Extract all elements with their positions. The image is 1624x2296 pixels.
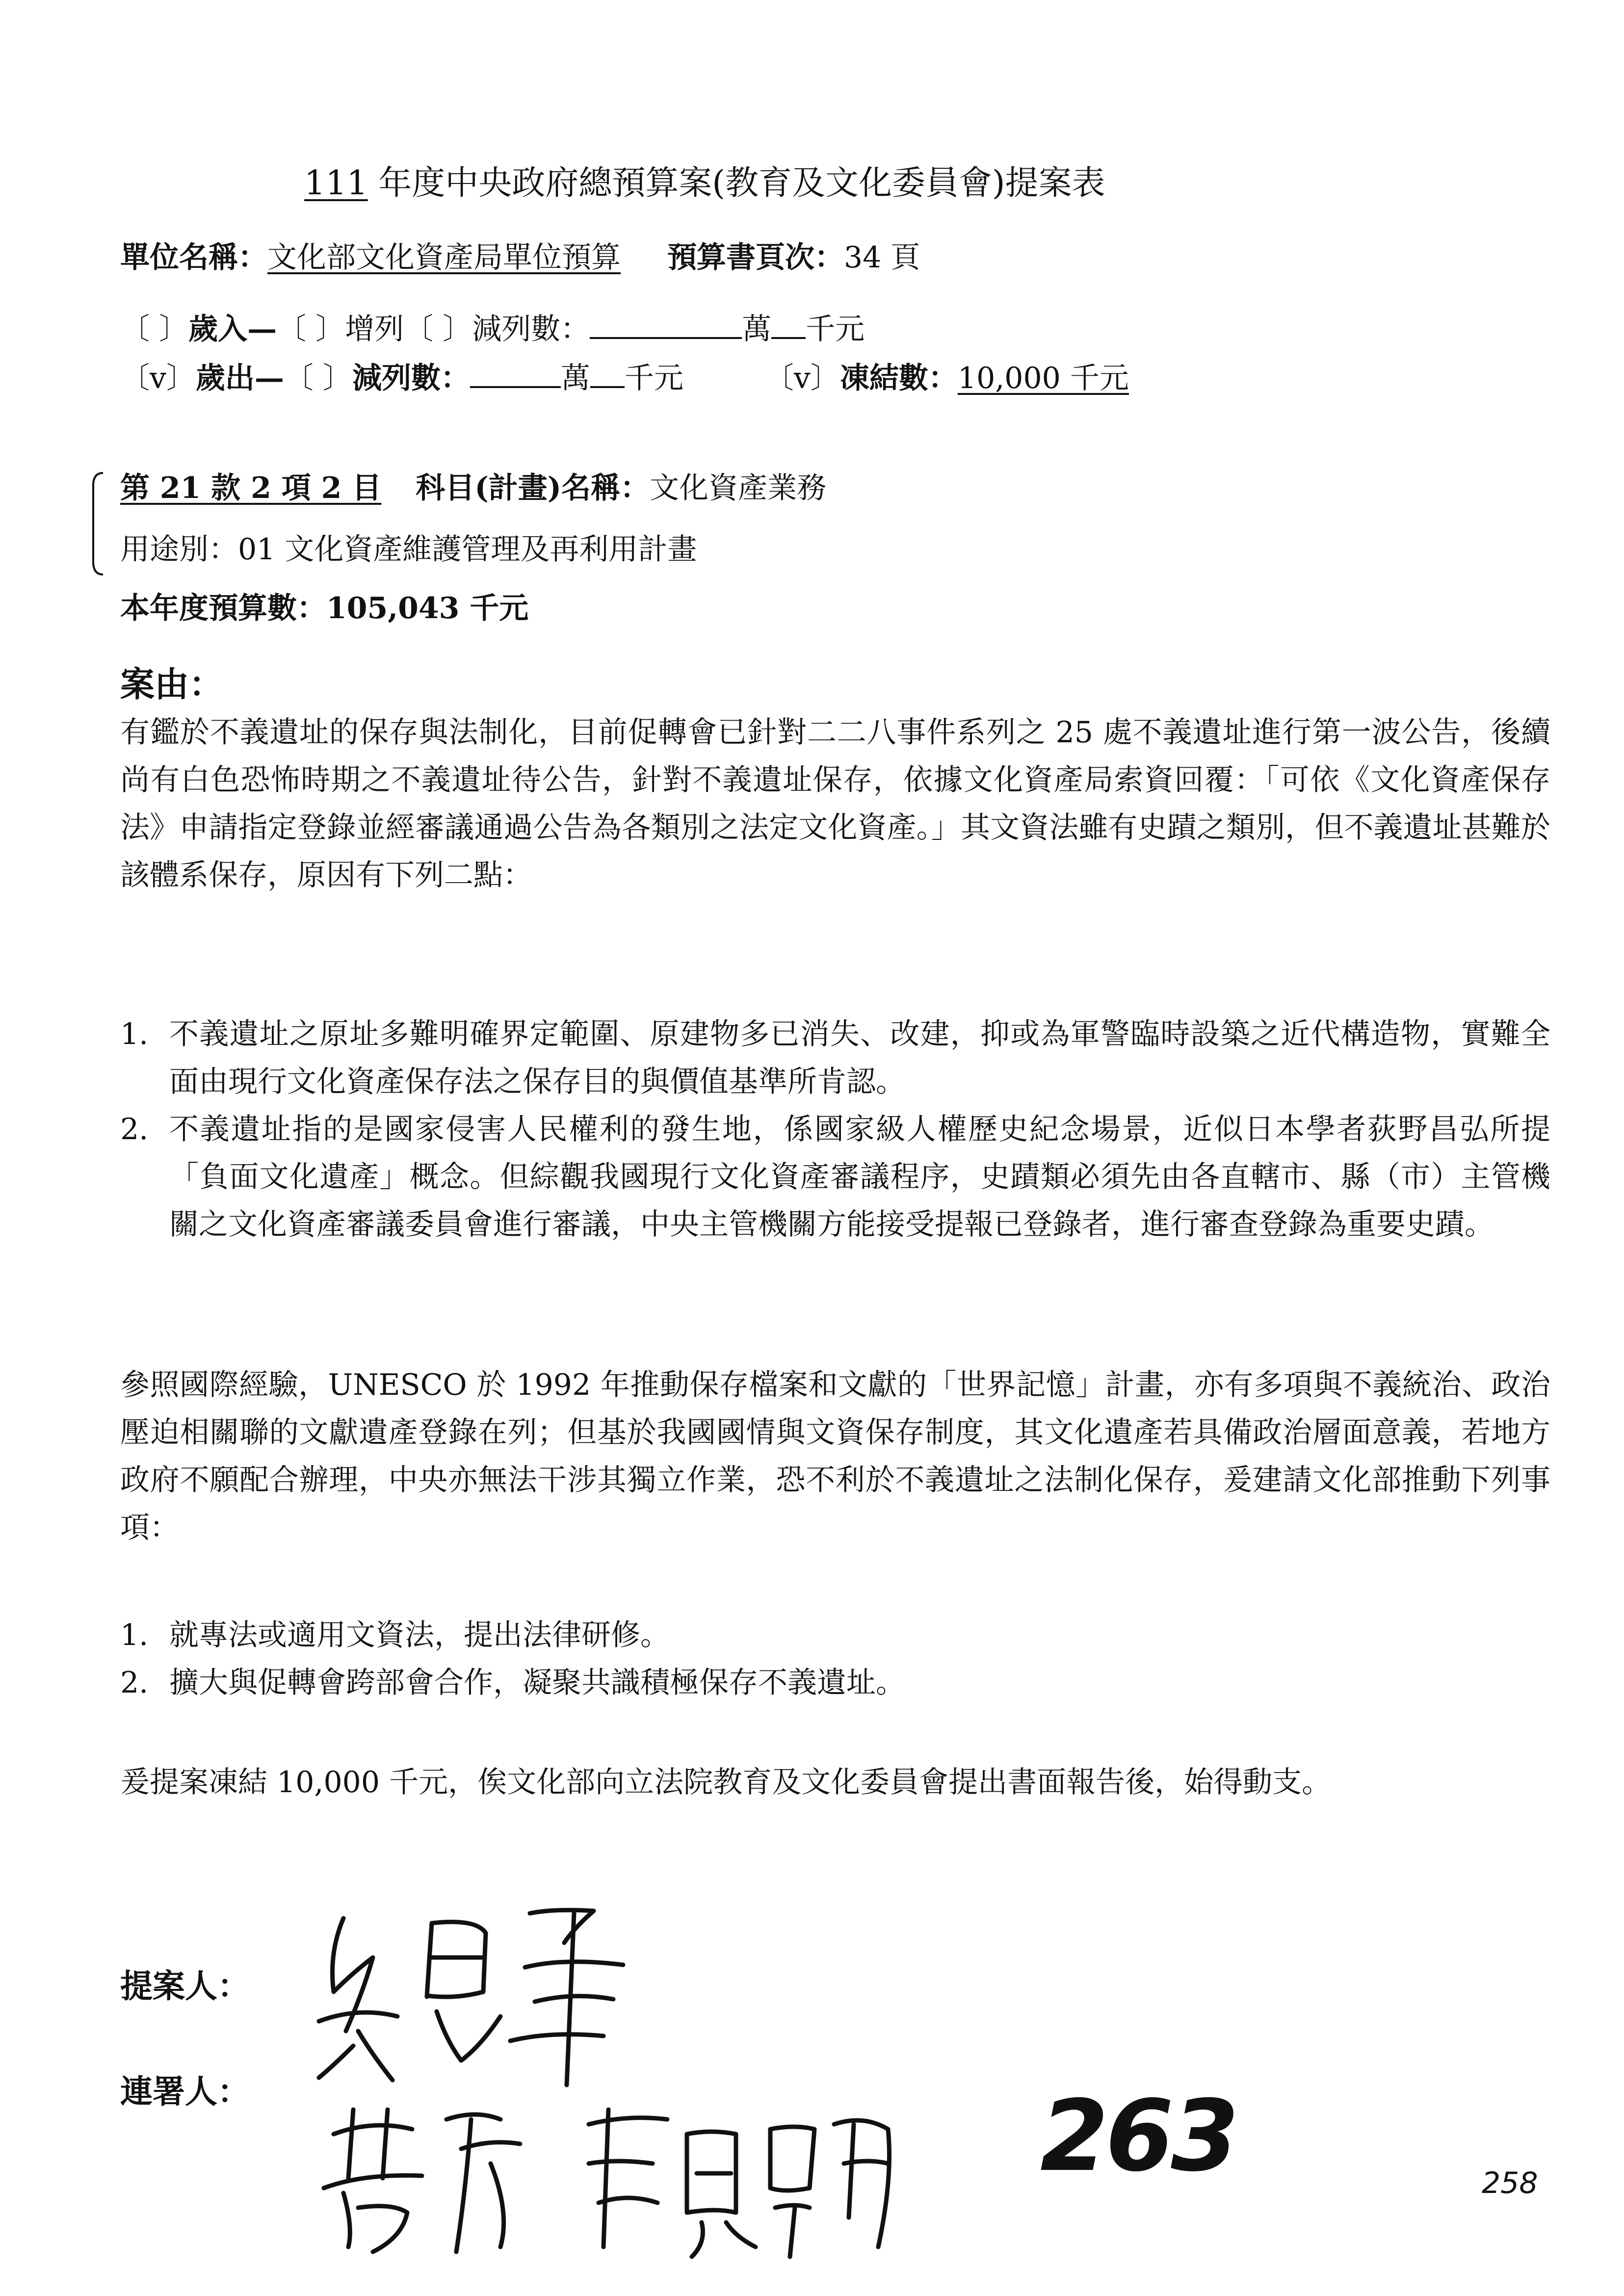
expense-wan-blank bbox=[470, 361, 561, 388]
list-item-text: 擴大與促轉會跨部會合作，凝聚共識積極保存不義遺址。 bbox=[169, 1666, 905, 1700]
page-title bbox=[304, 164, 1105, 203]
stamp-number: 263 bbox=[1040, 2079, 1236, 2193]
increase-label: 增列 bbox=[345, 312, 404, 346]
subject-bracket bbox=[89, 471, 104, 576]
list-item-text: 不義遺址指的是國家侵害人民權利的發生地，係國家級人權歷史紀念場景，近似日本學者荻野昌弘所提「負面文化遺產」概念。但綜觀我國現行文化資產審議程序，史蹟類必須先由各直轄市、縣（市）主管機關之文化資產審議委員會進行審議，中央主管機關方能接受提報已登錄者，進行審查登錄為重要史蹟。 bbox=[169, 1112, 1550, 1242]
unit-label: 單位名稱： bbox=[120, 240, 267, 275]
proposer-label: 提案人： bbox=[120, 1967, 250, 2005]
cosigner-signatures bbox=[314, 2090, 1001, 2267]
expense-decrease-label: 減列數： bbox=[352, 361, 470, 395]
page-number-label: 預算書頁次： bbox=[667, 240, 844, 275]
usage-line: 用途別：01 文化資產維護管理及再利用計畫 bbox=[120, 532, 697, 567]
budget-line bbox=[120, 591, 529, 626]
expense-line bbox=[120, 361, 1129, 393]
expense-decrease-checkbox: 〔 〕 bbox=[284, 361, 352, 395]
expense-wan-unit: 萬 bbox=[560, 361, 590, 395]
unit-value: 文化部文化資產局單位預算 bbox=[267, 240, 621, 275]
expense-checkbox: 〔v〕 bbox=[120, 361, 196, 395]
budget-value: 105,043 千元 bbox=[326, 591, 529, 626]
wan-unit: 萬 bbox=[742, 312, 772, 346]
reason-points bbox=[120, 1011, 1550, 1249]
list-item-number: 2. bbox=[120, 1666, 149, 1700]
expense-qian-blank bbox=[590, 361, 625, 388]
list-item-number: 1. bbox=[120, 1618, 149, 1652]
unit-line bbox=[120, 240, 920, 275]
revenue-line bbox=[120, 312, 864, 344]
wan-blank bbox=[590, 312, 742, 339]
title-year: 111 bbox=[304, 164, 368, 203]
title-text: 年度中央政府總預算案(教育及文化委員會)提案表 bbox=[367, 164, 1105, 203]
freeze-value: 10,000 千元 bbox=[957, 361, 1129, 395]
list-item bbox=[120, 1106, 1550, 1249]
list-item bbox=[120, 1011, 1550, 1106]
increase-checkbox: 〔 〕 bbox=[277, 312, 345, 346]
list-item-text: 就專法或適用文資法，提出法律研修。 bbox=[169, 1618, 670, 1652]
revenue-checkbox: 〔 〕 bbox=[120, 312, 189, 346]
request-list bbox=[120, 1612, 1550, 1707]
expense-label: 歲出— bbox=[195, 361, 284, 395]
budget-label: 本年度預算數： bbox=[120, 591, 326, 626]
list-item-number: 1. bbox=[120, 1017, 149, 1051]
reason-paragraph-2: 參照國際經驗，UNESCO 於 1992 年推動保存檔案和文獻的「世界記憶」計畫，亦有多項與不義統治、政治壓迫相關聯的文獻遺產登錄在列；但基於我國國情與文資保存制度，其文化遺產若具備政治層面意義，若地方政府不願配合辦理，中央亦無法干涉其獨立作業，恐不利於不義遺址之法制化保存，爰建請文化部推動下列事項： bbox=[120, 1368, 1550, 1545]
subject-name-value: 文化資產業務 bbox=[650, 471, 827, 505]
freeze-label: 凍結數： bbox=[839, 361, 958, 395]
subject-name-label: 科目(計畫)名稱： bbox=[416, 471, 650, 505]
list-item-text: 不義遺址之原址多難明確界定範圍、原建物多已消失、改建，抑或為軍警臨時設築之近代構造物，實難全面由現行文化資產保存法之保存目的與價值基準所肯認。 bbox=[169, 1017, 1550, 1099]
conclusion-paragraph: 爰提案凍結 10,000 千元，俟文化部向立法院教育及文化委員會提出書面報告後，始得動支。 bbox=[120, 1765, 1332, 1800]
qian-blank bbox=[771, 312, 806, 339]
reason-intro: 有鑑於不義遺址的保存與法制化，目前促轉會已針對二二八事件系列之 25 處不義遺址進行第一波公告，後續尚有白色恐怖時期之不義遺址待公告，針對不義遺址保存，依據文化資產局索資回覆：「可依《文化資產保存法》申請指定登錄並經審議通過公告為各類別之法定文化資產。」其文資法雖有史蹟之類別，但不義遺址甚難於該體系保存，原因有下列二點： bbox=[120, 715, 1550, 892]
revenue-label: 歲入— bbox=[188, 312, 277, 346]
decrease-label: 減列數： bbox=[472, 312, 590, 346]
proposer-signature bbox=[299, 1884, 653, 2090]
qian-unit: 千元 bbox=[806, 312, 865, 346]
expense-qian-unit: 千元 bbox=[624, 361, 683, 395]
list-item bbox=[120, 1659, 1550, 1707]
freeze-checkbox: 〔v〕 bbox=[764, 361, 840, 395]
cosigner-label: 連署人： bbox=[120, 2072, 250, 2111]
page-number-value: 34 頁 bbox=[844, 240, 920, 275]
subject-line bbox=[120, 473, 826, 503]
reason-heading: 案由： bbox=[120, 664, 223, 704]
list-item bbox=[120, 1612, 1550, 1659]
page-mark: 258 bbox=[1482, 2166, 1538, 2200]
decrease-checkbox: 〔 〕 bbox=[404, 312, 472, 346]
list-item-number: 2. bbox=[120, 1112, 149, 1147]
subject-code: 第 21 款 2 項 2 目 bbox=[120, 471, 382, 505]
